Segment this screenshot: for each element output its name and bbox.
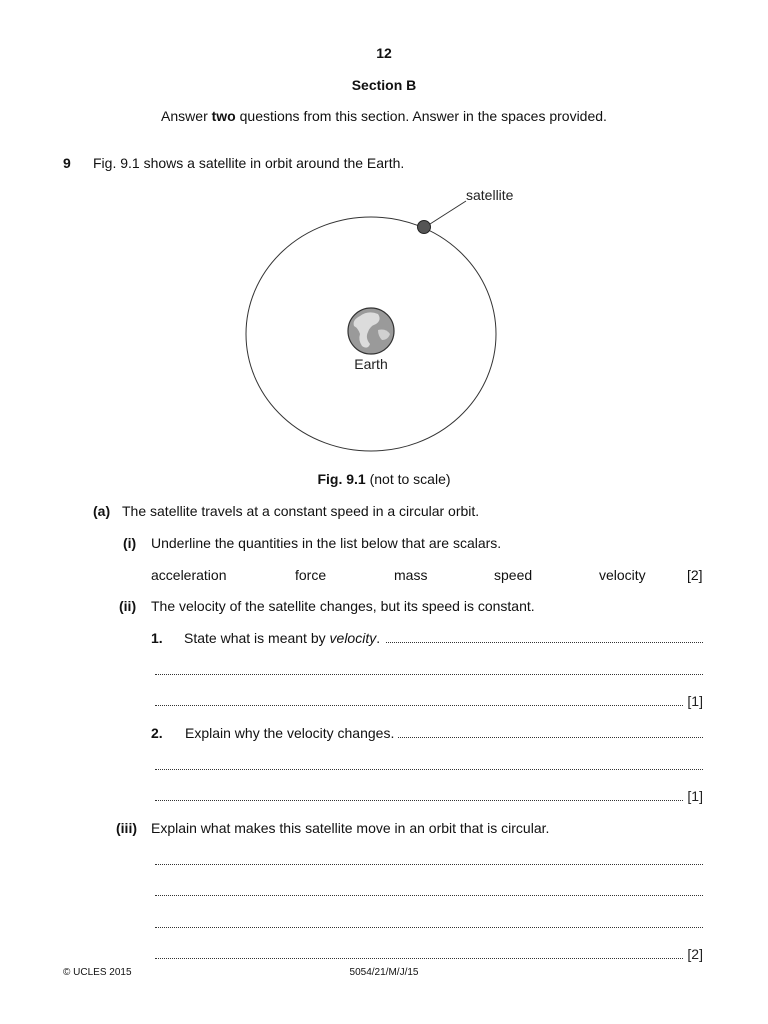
marks-a-iii: [2] <box>687 946 703 962</box>
answer-line[interactable] <box>155 883 703 899</box>
caption-bold: Fig. 9.1 <box>317 471 366 487</box>
earth-icon <box>348 308 394 354</box>
quantity-velocity[interactable]: velocity <box>599 567 646 583</box>
page-number: 12 <box>376 45 392 61</box>
question-intro: Fig. 9.1 shows a satellite in orbit around the Earth. <box>93 155 405 171</box>
instruction-post: questions from this section. Answer in the spaces provided. <box>235 108 607 124</box>
satellite-label: satellite <box>466 187 514 203</box>
part-a-label: (a) <box>93 503 111 519</box>
answer-line[interactable] <box>155 757 703 773</box>
question-number: 9 <box>63 155 71 171</box>
answer-line[interactable] <box>155 693 703 709</box>
answer-line[interactable] <box>155 788 703 804</box>
part-a-text: The satellite travels at a constant speed in a circular orbit. <box>122 503 480 519</box>
part-a-ii-label: (ii) <box>119 598 137 614</box>
part-a-ii-2-number: 2. <box>151 725 163 741</box>
part-a-ii-1-text <box>184 630 380 646</box>
marks-a-ii-1: [1] <box>687 693 703 709</box>
answer-line[interactable] <box>386 630 703 646</box>
quantity-acceleration[interactable]: acceleration <box>151 567 227 583</box>
quantity-speed[interactable]: speed <box>494 567 533 583</box>
instruction-bold: two <box>211 108 236 124</box>
marks-a-ii-2: [1] <box>687 788 703 804</box>
instruction-pre: Answer <box>161 108 212 124</box>
footer-code: 5054/21/M/J/15 <box>349 967 419 978</box>
part-a-ii-text: The velocity of the satellite changes, but its speed is constant. <box>151 598 535 614</box>
part-a-ii-2-text: Explain why the velocity changes. <box>185 725 395 741</box>
answer-line[interactable] <box>155 946 703 962</box>
part-a-iii-label: (iii) <box>116 820 137 836</box>
answer-line[interactable] <box>155 662 703 678</box>
part-a-ii-1-number: 1. <box>151 630 163 646</box>
part-a-i-label: (i) <box>123 535 137 551</box>
answer-line[interactable] <box>398 725 703 741</box>
satellite-icon <box>418 221 431 234</box>
answer-line[interactable] <box>155 852 703 868</box>
caption-rest: (not to scale) <box>365 471 451 487</box>
part-a-iii-text: Explain what makes this satellite move in an orbit that is circular. <box>151 820 550 836</box>
q1-pre: State what is meant by <box>184 630 330 646</box>
satellite-leader-line <box>430 201 466 224</box>
quantity-force[interactable]: force <box>295 567 327 583</box>
q1-post: . <box>376 630 381 646</box>
footer-copyright: © UCLES 2015 <box>63 967 132 978</box>
section-title: Section B <box>351 77 417 93</box>
marks-a-i: [2] <box>687 567 703 583</box>
answer-line[interactable] <box>155 915 703 931</box>
part-a-i-text: Underline the quantities in the list below that are scalars. <box>151 535 502 551</box>
q1-italic: velocity <box>329 630 377 646</box>
earth-label: Earth <box>354 356 388 372</box>
figure-caption <box>0 471 768 487</box>
quantity-mass[interactable]: mass <box>394 567 428 583</box>
orbit-figure <box>0 0 768 470</box>
